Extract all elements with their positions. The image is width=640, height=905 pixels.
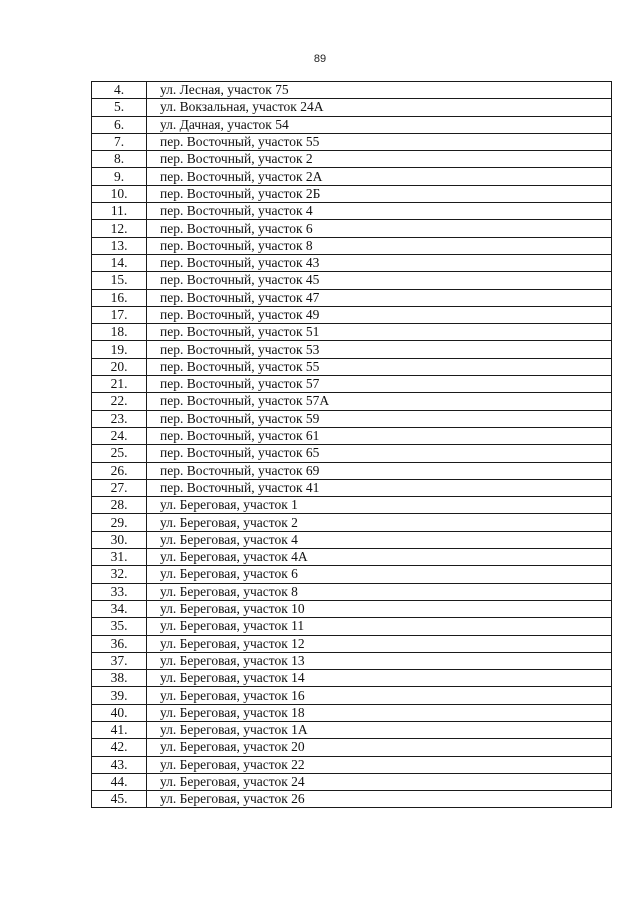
row-address: пер. Восточный, участок 49	[147, 306, 612, 323]
row-number: 33.	[92, 583, 147, 600]
row-number: 16.	[92, 289, 147, 306]
row-number: 23.	[92, 410, 147, 427]
table-row	[92, 254, 612, 271]
table-row	[92, 687, 612, 704]
row-number: 29.	[92, 514, 147, 531]
row-number: 41.	[92, 721, 147, 738]
row-address: ул. Береговая, участок 12	[147, 635, 612, 652]
table-row	[92, 462, 612, 479]
row-address: ул. Береговая, участок 1А	[147, 721, 612, 738]
table-row	[92, 116, 612, 133]
row-address: пер. Восточный, участок 57А	[147, 393, 612, 410]
table-row	[92, 151, 612, 168]
row-number: 38.	[92, 670, 147, 687]
table-row	[92, 99, 612, 116]
row-number: 21.	[92, 376, 147, 393]
table-row	[92, 549, 612, 566]
table-row	[92, 600, 612, 617]
table-row	[92, 358, 612, 375]
table-row	[92, 756, 612, 773]
row-address: ул. Береговая, участок 16	[147, 687, 612, 704]
row-address: ул. Береговая, участок 24	[147, 773, 612, 790]
row-address: пер. Восточный, участок 51	[147, 324, 612, 341]
row-address: ул. Береговая, участок 11	[147, 618, 612, 635]
row-address: пер. Восточный, участок 55	[147, 133, 612, 150]
table-row	[92, 220, 612, 237]
address-table-body	[92, 82, 612, 808]
row-address: ул. Береговая, участок 2	[147, 514, 612, 531]
table-row	[92, 306, 612, 323]
row-number: 43.	[92, 756, 147, 773]
row-address: ул. Береговая, участок 18	[147, 704, 612, 721]
row-address: пер. Восточный, участок 47	[147, 289, 612, 306]
row-number: 17.	[92, 306, 147, 323]
page-number: 89	[313, 53, 327, 65]
row-address: ул. Береговая, участок 13	[147, 652, 612, 669]
row-number: 39.	[92, 687, 147, 704]
row-address: пер. Восточный, участок 55	[147, 358, 612, 375]
table-row	[92, 272, 612, 289]
row-address: ул. Лесная, участок 75	[147, 82, 612, 99]
row-number: 11.	[92, 203, 147, 220]
row-number: 6.	[92, 116, 147, 133]
row-number: 5.	[92, 99, 147, 116]
table-row	[92, 82, 612, 99]
row-address: пер. Восточный, участок 8	[147, 237, 612, 254]
row-number: 44.	[92, 773, 147, 790]
table-row	[92, 393, 612, 410]
row-address: пер. Восточный, участок 69	[147, 462, 612, 479]
row-number: 34.	[92, 600, 147, 617]
row-address: пер. Восточный, участок 45	[147, 272, 612, 289]
table-row	[92, 376, 612, 393]
row-number: 32.	[92, 566, 147, 583]
row-address: ул. Береговая, участок 8	[147, 583, 612, 600]
table-row	[92, 618, 612, 635]
row-number: 26.	[92, 462, 147, 479]
row-address: ул. Береговая, участок 4	[147, 531, 612, 548]
row-address: ул. Береговая, участок 26	[147, 791, 612, 808]
row-address: ул. Береговая, участок 20	[147, 739, 612, 756]
row-number: 25.	[92, 445, 147, 462]
row-number: 27.	[92, 479, 147, 496]
row-number: 18.	[92, 324, 147, 341]
row-address: ул. Береговая, участок 1	[147, 497, 612, 514]
row-address: пер. Восточный, участок 57	[147, 376, 612, 393]
table-row	[92, 133, 612, 150]
row-address: пер. Восточный, участок 6	[147, 220, 612, 237]
row-number: 42.	[92, 739, 147, 756]
table-row	[92, 721, 612, 738]
row-number: 22.	[92, 393, 147, 410]
row-address: ул. Береговая, участок 22	[147, 756, 612, 773]
table-row	[92, 583, 612, 600]
table-row	[92, 237, 612, 254]
table-row	[92, 704, 612, 721]
address-table	[91, 81, 612, 808]
table-row	[92, 410, 612, 427]
row-address: пер. Восточный, участок 41	[147, 479, 612, 496]
row-address: пер. Восточный, участок 2А	[147, 168, 612, 185]
row-number: 35.	[92, 618, 147, 635]
row-number: 37.	[92, 652, 147, 669]
row-number: 30.	[92, 531, 147, 548]
row-address: ул. Береговая, участок 4А	[147, 549, 612, 566]
row-number: 13.	[92, 237, 147, 254]
row-address: пер. Восточный, участок 59	[147, 410, 612, 427]
table-row	[92, 203, 612, 220]
row-number: 8.	[92, 151, 147, 168]
row-number: 40.	[92, 704, 147, 721]
table-row	[92, 324, 612, 341]
table-row	[92, 773, 612, 790]
row-address: пер. Восточный, участок 61	[147, 427, 612, 444]
table-row	[92, 739, 612, 756]
table-row	[92, 635, 612, 652]
table-row	[92, 341, 612, 358]
row-address: ул. Береговая, участок 10	[147, 600, 612, 617]
row-number: 31.	[92, 549, 147, 566]
row-number: 24.	[92, 427, 147, 444]
table-row	[92, 497, 612, 514]
row-number: 36.	[92, 635, 147, 652]
row-number: 4.	[92, 82, 147, 99]
row-number: 10.	[92, 185, 147, 202]
table-row	[92, 479, 612, 496]
table-row	[92, 168, 612, 185]
row-number: 12.	[92, 220, 147, 237]
table-row	[92, 791, 612, 808]
row-address: пер. Восточный, участок 2	[147, 151, 612, 168]
row-address: ул. Вокзальная, участок 24А	[147, 99, 612, 116]
table-row	[92, 185, 612, 202]
row-address: ул. Береговая, участок 6	[147, 566, 612, 583]
table-row	[92, 514, 612, 531]
row-address: ул. Береговая, участок 14	[147, 670, 612, 687]
row-address: пер. Восточный, участок 2Б	[147, 185, 612, 202]
row-number: 15.	[92, 272, 147, 289]
table-row	[92, 445, 612, 462]
row-number: 20.	[92, 358, 147, 375]
table-row	[92, 670, 612, 687]
row-number: 19.	[92, 341, 147, 358]
row-address: пер. Восточный, участок 4	[147, 203, 612, 220]
row-address: пер. Восточный, участок 43	[147, 254, 612, 271]
row-number: 28.	[92, 497, 147, 514]
table-row	[92, 427, 612, 444]
table-row	[92, 652, 612, 669]
row-number: 9.	[92, 168, 147, 185]
row-number: 7.	[92, 133, 147, 150]
table-row	[92, 566, 612, 583]
row-number: 14.	[92, 254, 147, 271]
table-row	[92, 289, 612, 306]
row-address: ул. Дачная, участок 54	[147, 116, 612, 133]
table-row	[92, 531, 612, 548]
row-address: пер. Восточный, участок 65	[147, 445, 612, 462]
row-number: 45.	[92, 791, 147, 808]
row-address: пер. Восточный, участок 53	[147, 341, 612, 358]
